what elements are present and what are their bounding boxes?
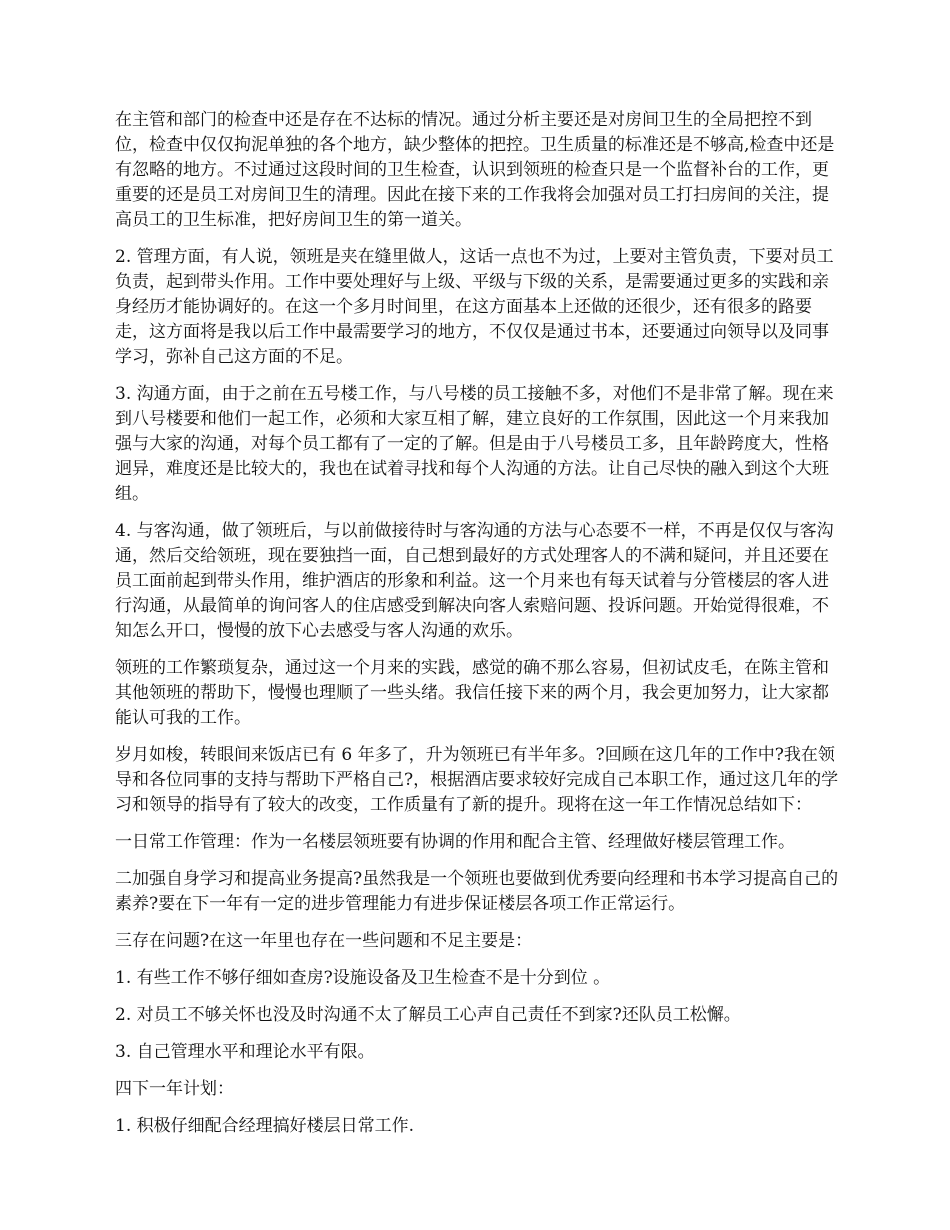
document-body [115,108,843,1151]
paragraph: 2. 管理方面，有人说，领班是夹在缝里做人，这话一点也不为过，上要对主管负责，下要对员工负责，起到带头作用。工作中要处理好与上级、平级与下级的关系，是需要通过更多的实践和亲身经历才能协调好的。在这一个多月时间里，在这方面基本上还做的还很少，还有很多的路要走，这方面将是我以后工作中最需要学习的地方，不仅仅是通过书本，还要通过向领导以及同事学习，弥补自己这方面的不足。 [115,247,834,367]
paragraph: 二加强自身学习和提高业务提高?虽然我是一个领班也要做到优秀要向经理和书本学习提高自己的素养?要在下一年有一定的进步管理能力有进步保证楼层各项工作正常运行。 [115,869,839,914]
paragraph: 领班的工作繁琐复杂，通过这一个月来的实践，感觉的确不那么容易，但初试皮毛，在陈主管和其他领班的帮助下，慢慢也理顺了一些头绪。我信任接下来的两个月，我会更加努力，让大家都能认可我的工作。 [115,658,829,728]
paragraph: 四下一年计划： [115,1079,234,1099]
paragraph: 在主管和部门的检查中还是存在不达标的情况。通过分析主要还是对房间卫生的全局把控不到位，检查中仅仅拘泥单独的各个地方，缺少整体的把控。卫生质量的标准还是不够高,检查中还是有忽略的地方。不过通过这段时间的卫生检查，认识到领班的检查只是一个监督补台的工作，更重要的还是员工对房间卫生的清理。因此在接下来的工作我将会加强对员工打扫房间的关注，提高员工的卫生标准，把好房间卫生的第一道关。 [115,110,835,230]
paragraph: 3. 沟通方面，由于之前在五号楼工作，与八号楼的员工接触不多，对他们不是非常了解。现在来到八号楼要和他们一起工作，必须和大家互相了解，建立良好的工作氛围，因此这一个月来我加强与大家的沟通，对每个员工都有了一定的了解。但是由于八号楼员工多，且年龄跨度大，性格迥异，难度还是比较大的，我也在试着寻找和每个人沟通的方法。让自己尽快的融入到这个大班组。 [115,384,834,504]
paragraph: 3. 自己管理水平和理论水平有限。 [115,1042,375,1062]
paragraph: 三存在问题?在这一年里也存在一些问题和不足主要是： [115,931,533,951]
paragraph: 2. 对员工不够关怀也没及时沟通不太了解员工心声自己责任不到家?还队员工松懈。 [115,1005,741,1025]
paragraph: 1. 积极仔细配合经理搞好楼层日常工作. [115,1116,415,1136]
paragraph: 4. 与客沟通，做了领班后，与以前做接待时与客沟通的方法与心态要不一样，不再是仅仅与客沟通，然后交给领班，现在要独挡一面，自己想到最好的方式处理客人的不满和疑问，并且还要在员工面前起到带头作用，维护酒店的形象和利益。这一个月来也有每天试着与分管楼层的客人进行沟通，从最简单的询问客人的住店感受到解决向客人索赔问题、投诉问题。开始觉得很难，不知怎么开口，慢慢的放下心去感受与客人沟通的欢乐。 [115,521,834,641]
paragraph: 一日常工作管理：作为一名楼层领班要有协调的作用和配合主管、经理做好楼层管理工作。 [115,832,795,852]
paragraph: 1. 有些工作不够仔细如查房?设施设备及卫生检查不是十分到位 。 [115,968,611,988]
paragraph: 岁月如梭，转眼间来饭店已有 6 年多了，升为领班已有半年多。?回顾在这几年的工作中?我在领导和各位同事的支持与帮助下严格自己?，根据酒店要求较好完成自己本职工作，通过这几年的学习和领导的指导有了较大的改变，工作质量有了新的提升。现将在这一年工作情况总结如下： [115,745,839,815]
